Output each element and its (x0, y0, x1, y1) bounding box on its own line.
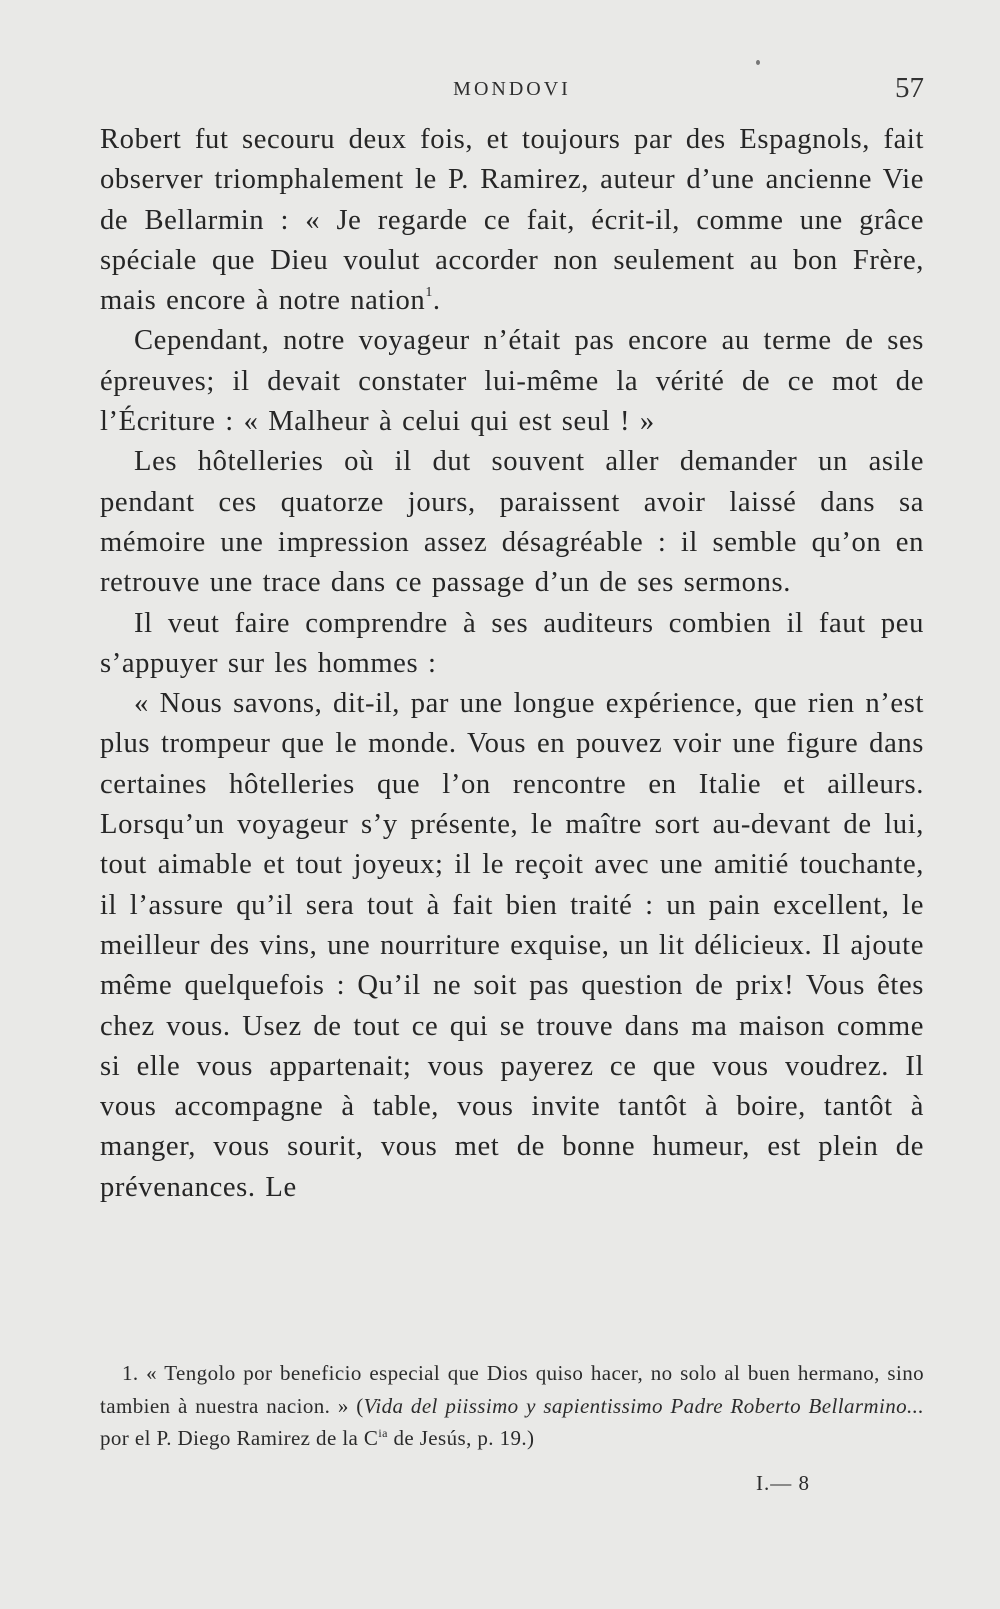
paragraph-2: Cependant, notre voyageur n’était pas encore au terme de ses épreuves; il devait constater lui-même la vérité de ce mot de l’Écriture : « Malheur à celui qui est seul ! » (100, 325, 924, 438)
running-title: MONDOVI (453, 78, 571, 100)
footnote-reference: 1 (425, 285, 433, 301)
paragraph-1 (100, 120, 924, 321)
body-text (100, 120, 924, 1208)
footnote-citation-end: de Jesús, p. 19.) (387, 1426, 535, 1450)
footnote-book-title: Vida del piissimo y sapientissimo Padre Roberto Bellarmino... (363, 1393, 924, 1418)
paragraph-4: Il veut faire comprendre à ses auditeurs combien il faut peu s’appuyer sur les hommes : (100, 607, 924, 679)
footnote-quote: « Tengolo por beneficio especial que Dios quiso hacer, no solo al buen hermano, sino tambien à nuestra nacion. » ( (100, 1361, 924, 1418)
footnotes (100, 1357, 924, 1455)
footnote-superscript: ia (378, 1426, 388, 1440)
footnote-citation: por el P. Diego Ramirez de la C (100, 1426, 379, 1450)
paragraph-1-text: Robert fut secouru deux fois, et toujours par des Espagnols, fait observer triomphalement le P. Ramirez, auteur d’une ancienne Vie de Bellarmin : « Je regarde ce fait, écrit-il, comme une grâce spéciale que Dieu voulut accorder non seulement au bon Frère, mais encore à notre nation (100, 124, 924, 317)
running-head (100, 72, 924, 108)
footnote-number: 1. (122, 1361, 139, 1385)
paragraph-1-end: . (432, 285, 441, 317)
paragraph-3: Les hôtelleries où il dut souvent aller demander un asile pendant ces quatorze jours, paraissent avoir laissé dans sa mémoire une impression assez désagréable : il semble qu’on en retrouve une trace dans ce passage d’un de ses sermons. (100, 446, 924, 599)
page-number: 57 (895, 72, 924, 104)
signature-mark: I.— 8 (756, 1471, 810, 1495)
footnote-1 (100, 1357, 924, 1455)
paragraph-5: « Nous savons, dit-il, par une longue expérience, que rien n’est plus trompeur que le monde. Vous en pouvez voir une figure dans certaines hôtelleries que l’on rencontre en Italie et ailleurs. Lorsqu’un voyageur s’y présente, le maître sort au-devant de lui, tout aimable et tout joyeux; il le reçoit avec une amitié touchante, il l’assure qu’il sera tout à fait bien traité : un pain excellent, le meilleur des vins, une nourriture exquise, un lit délicieux. Il ajoute même quelquefois : Qu’il ne soit pas question de prix! Vous êtes chez vous. Usez de tout ce qui se trouve dans ma maison comme si elle vous appartenait; vous payerez ce que vous voudrez. Il vous accompagne à table, vous invite tantôt à boire, tantôt à manger, vous sourit, vous met de bonne humeur, est plein de prévenances. Le (100, 688, 924, 1203)
ink-speck (756, 60, 760, 65)
